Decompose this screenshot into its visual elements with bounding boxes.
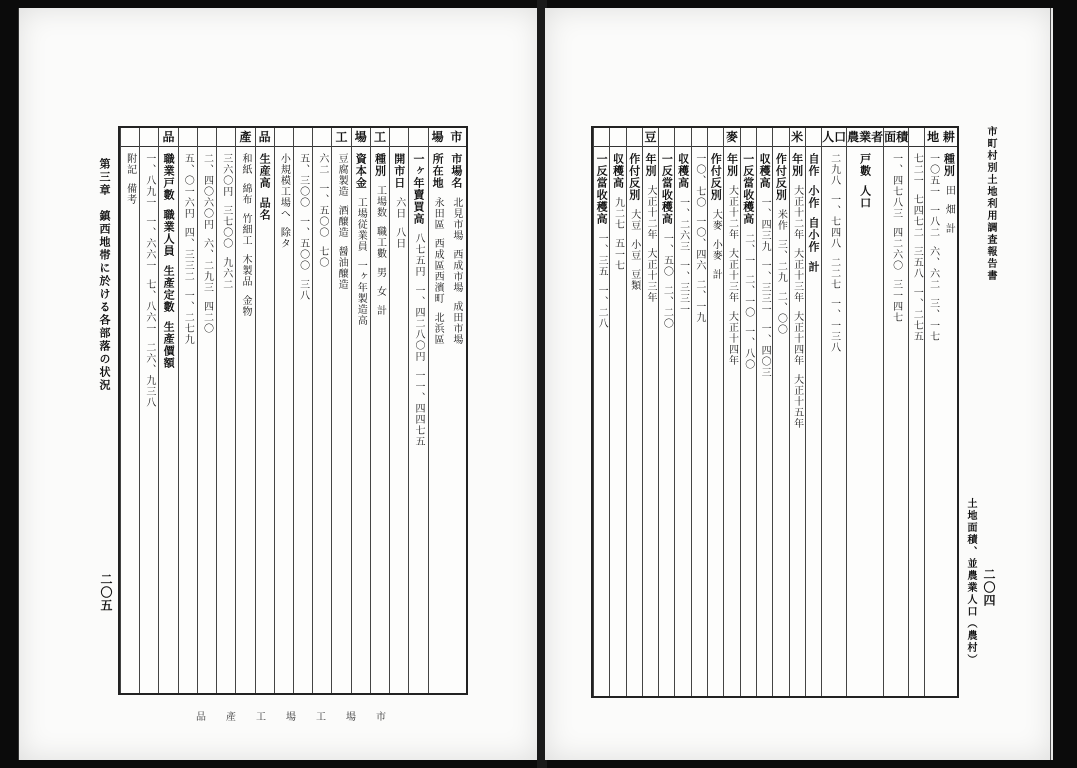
- industry-table: [118, 126, 468, 695]
- table-col: 一、八九一 一、六六一 七、八六一 二六、九三八: [139, 128, 158, 693]
- table-col: 品 職業戸數 職業人員 生產定數 生產價額: [158, 128, 177, 693]
- table-col: 地 一〇五一 一八二 六、六二 三、一七: [924, 128, 940, 696]
- table-col: 豆 年別 大正十二年 大正十三年: [642, 128, 658, 696]
- table-col: 一反當收穫高 一、三五 一、二八: [593, 128, 609, 696]
- table-col: 五、〇一六円 四、三三二 一、二七九: [178, 128, 197, 693]
- right-page: [545, 8, 1053, 760]
- table-col: 附記 備考: [120, 128, 139, 693]
- table-col: 一ヶ年賣買高 八七五円 一、四二八〇円 一一、四四七五: [408, 128, 427, 693]
- table-col: 作付反別 大麥 小麥 計: [707, 128, 723, 696]
- page-number: 二〇四: [982, 568, 996, 607]
- table-col: 七二一 七四七二 三五八 一、二七五: [908, 128, 924, 696]
- agriculture-table: [591, 126, 959, 698]
- table-col: 三六〇円 三七〇〇 九六二: [216, 128, 235, 693]
- header-note: 市町村別土地利用調査報告書: [985, 126, 996, 282]
- table-col: 六二 一、五〇〇 七〇: [312, 128, 331, 693]
- table-col: 工 種別 工場数 職工數 男 女 計: [370, 128, 389, 693]
- table-col: 工 豆腐製造 酒醸造 醤油醸造: [331, 128, 350, 693]
- table-col: 場 所在地 永田區 西成區西濱町 北浜區: [428, 128, 447, 693]
- table-col: 開市日 六日 八日: [389, 128, 408, 693]
- table-col: 一反當收穫高 二、一 二、一〇 一、八〇: [740, 128, 756, 696]
- table-col: 二、四〇六〇円 六、二九三 四二〇: [197, 128, 216, 693]
- table-col: 場 資本金 工場従業員 一ヶ年製造高: [351, 128, 370, 693]
- page-number: 二〇五: [99, 573, 113, 612]
- table-col: 五、三〇〇 一、五〇〇 三八: [293, 128, 312, 693]
- table-caption: 品 產 工 場 工 場 市: [196, 712, 386, 723]
- table-col: 一反當收穫高 一、五〇 二、二〇: [658, 128, 674, 696]
- table-col: 市 市場名 北見市場 西成市場 成田市場: [447, 128, 466, 693]
- table-col: 米 年別 大正十二年 大正十三年 大正十四年 大正十五年: [789, 128, 805, 696]
- table-col: 產 和紙 綿布 竹細工 木製品 金物: [235, 128, 254, 693]
- table-col: 耕 種別 田 畑 計: [942, 130, 956, 234]
- table-col: 人口 二九八 一、七四八 二二七 一、一三八: [821, 128, 846, 696]
- table-col: 小規模工場へ 除タ: [274, 128, 293, 693]
- table-col: 自作 小作 自小作 計: [805, 128, 821, 696]
- table-col: 農業者 戸數 人口: [846, 128, 883, 696]
- table-col: 収穫高 九二七 五一七: [609, 128, 625, 696]
- left-page: [18, 8, 540, 760]
- table-col: 一〇、七〇 一〇、四六 二、一九: [691, 128, 707, 696]
- table-col: 収穫高 一、四三九 一、三三一 一、四〇三: [756, 128, 772, 696]
- table-col: 面積 一、四七八三 四二六〇 三一四七: [883, 128, 908, 696]
- chapter-heading: 第三章 鎮西地帯に於ける各部落の状況: [98, 158, 111, 392]
- table-col: 収穫高 一、二六三 一、三三一: [674, 128, 690, 696]
- table-col: 麥 年別 大正十二年 大正十三年 大正十四年: [723, 128, 739, 696]
- side-label: 土地面積、並農業人口（農村）: [965, 498, 976, 666]
- table-col: 作付反別 大豆 小豆 豆類: [626, 128, 642, 696]
- table-col: 作付反別 米作 三、二九 二、〇〇: [772, 128, 788, 696]
- table-col: 品 生産高 品名: [255, 128, 274, 693]
